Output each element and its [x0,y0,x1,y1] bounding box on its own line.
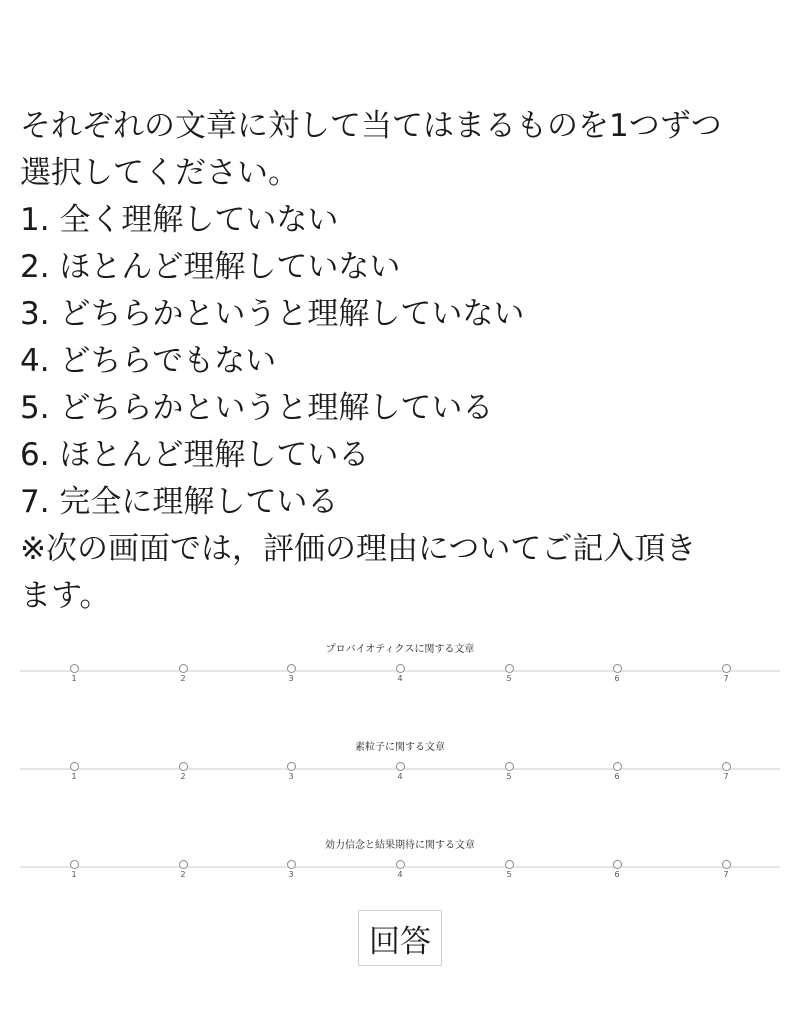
scale-option-1[interactable] [64,860,84,880]
instructions [20,103,790,620]
radio-button[interactable] [287,664,296,673]
scale-option-label: 2 [180,772,186,781]
radio-button[interactable] [505,762,514,771]
radio-button[interactable] [722,762,731,771]
scale-option-label: 7 [723,674,729,683]
scale-definition-7: 7. 完全に理解している [20,484,339,520]
radio-button[interactable] [396,860,405,869]
scale-definition-6: 6. ほとんど理解している [20,437,370,473]
scale-option-label: 6 [614,870,620,879]
scale-option-6[interactable] [607,762,627,782]
radio-button[interactable] [396,664,405,673]
scale-option-4[interactable] [390,664,410,684]
scale-option-label: 7 [723,870,729,879]
scale-option-2[interactable] [173,664,193,684]
scale-option-label: 2 [180,674,186,683]
scale-option-label: 4 [397,772,403,781]
scale-option-label: 3 [288,870,294,879]
radio-button[interactable] [505,860,514,869]
instruction-line: 選択してください。 [20,155,299,191]
scale-option-2[interactable] [173,860,193,880]
scale-option-label: 3 [288,772,294,781]
submit-button[interactable]: 回答 [358,910,442,966]
radio-button[interactable] [179,860,188,869]
scale-option-label: 6 [614,772,620,781]
radio-button[interactable] [613,762,622,771]
radio-button[interactable] [613,664,622,673]
scale-definition-2: 2. ほとんど理解していない [20,249,401,285]
scale-definition-4: 4. どちらでもない [20,343,277,379]
note-line: ます。 [20,578,111,614]
question-title: 効力信念と結果期待に関する文章 [325,840,475,851]
scale-option-2[interactable] [173,762,193,782]
question-title: プロバイオティクスに関する文章 [325,644,475,655]
scale-option-label: 4 [397,870,403,879]
scale-option-label: 6 [614,674,620,683]
radio-button[interactable] [613,860,622,869]
scale-option-6[interactable] [607,664,627,684]
scale-option-label: 5 [506,870,512,879]
scale-option-label: 1 [71,772,77,781]
scale-option-7[interactable] [716,664,736,684]
scale-option-1[interactable] [64,762,84,782]
scale-option-label: 7 [723,772,729,781]
scale-option-3[interactable] [281,860,301,880]
question-probiotics [20,643,780,703]
scale-option-label: 5 [506,674,512,683]
radio-button[interactable] [70,860,79,869]
radio-button[interactable] [287,860,296,869]
scale-option-label: 4 [397,674,403,683]
radio-button[interactable] [722,664,731,673]
radio-button[interactable] [70,762,79,771]
scale-option-5[interactable] [499,860,519,880]
scale-option-3[interactable] [281,664,301,684]
note-line: ※次の画面では，評価の理由についてご記入頂き [20,531,697,567]
scale-option-6[interactable] [607,860,627,880]
radio-button[interactable] [70,664,79,673]
scale-option-5[interactable] [499,664,519,684]
radio-button[interactable] [179,762,188,771]
scale-option-4[interactable] [390,860,410,880]
instruction-line: それぞれの文章に対して当てはまるものを1つずつ [20,108,722,144]
scale-option-label: 5 [506,772,512,781]
radio-button[interactable] [287,762,296,771]
scale-definition-3: 3. どちらかというと理解していない [20,296,525,332]
scale-option-label: 1 [71,674,77,683]
scale-option-5[interactable] [499,762,519,782]
radio-button[interactable] [505,664,514,673]
scale-option-1[interactable] [64,664,84,684]
scale-option-4[interactable] [390,762,410,782]
scale-option-label: 1 [71,870,77,879]
scale-option-label: 3 [288,674,294,683]
scale-definition-5: 5. どちらかというと理解している [20,390,494,426]
question-elementary-particles [20,741,780,801]
scale-option-label: 2 [180,870,186,879]
radio-button[interactable] [722,860,731,869]
radio-button[interactable] [179,664,188,673]
scale-option-7[interactable] [716,762,736,782]
question-efficacy-expectancy [20,839,780,899]
scale-option-3[interactable] [281,762,301,782]
scale-option-7[interactable] [716,860,736,880]
radio-button[interactable] [396,762,405,771]
question-title: 素粒子に関する文章 [355,742,445,753]
scale-definition-1: 1. 全く理解していない [20,202,339,238]
